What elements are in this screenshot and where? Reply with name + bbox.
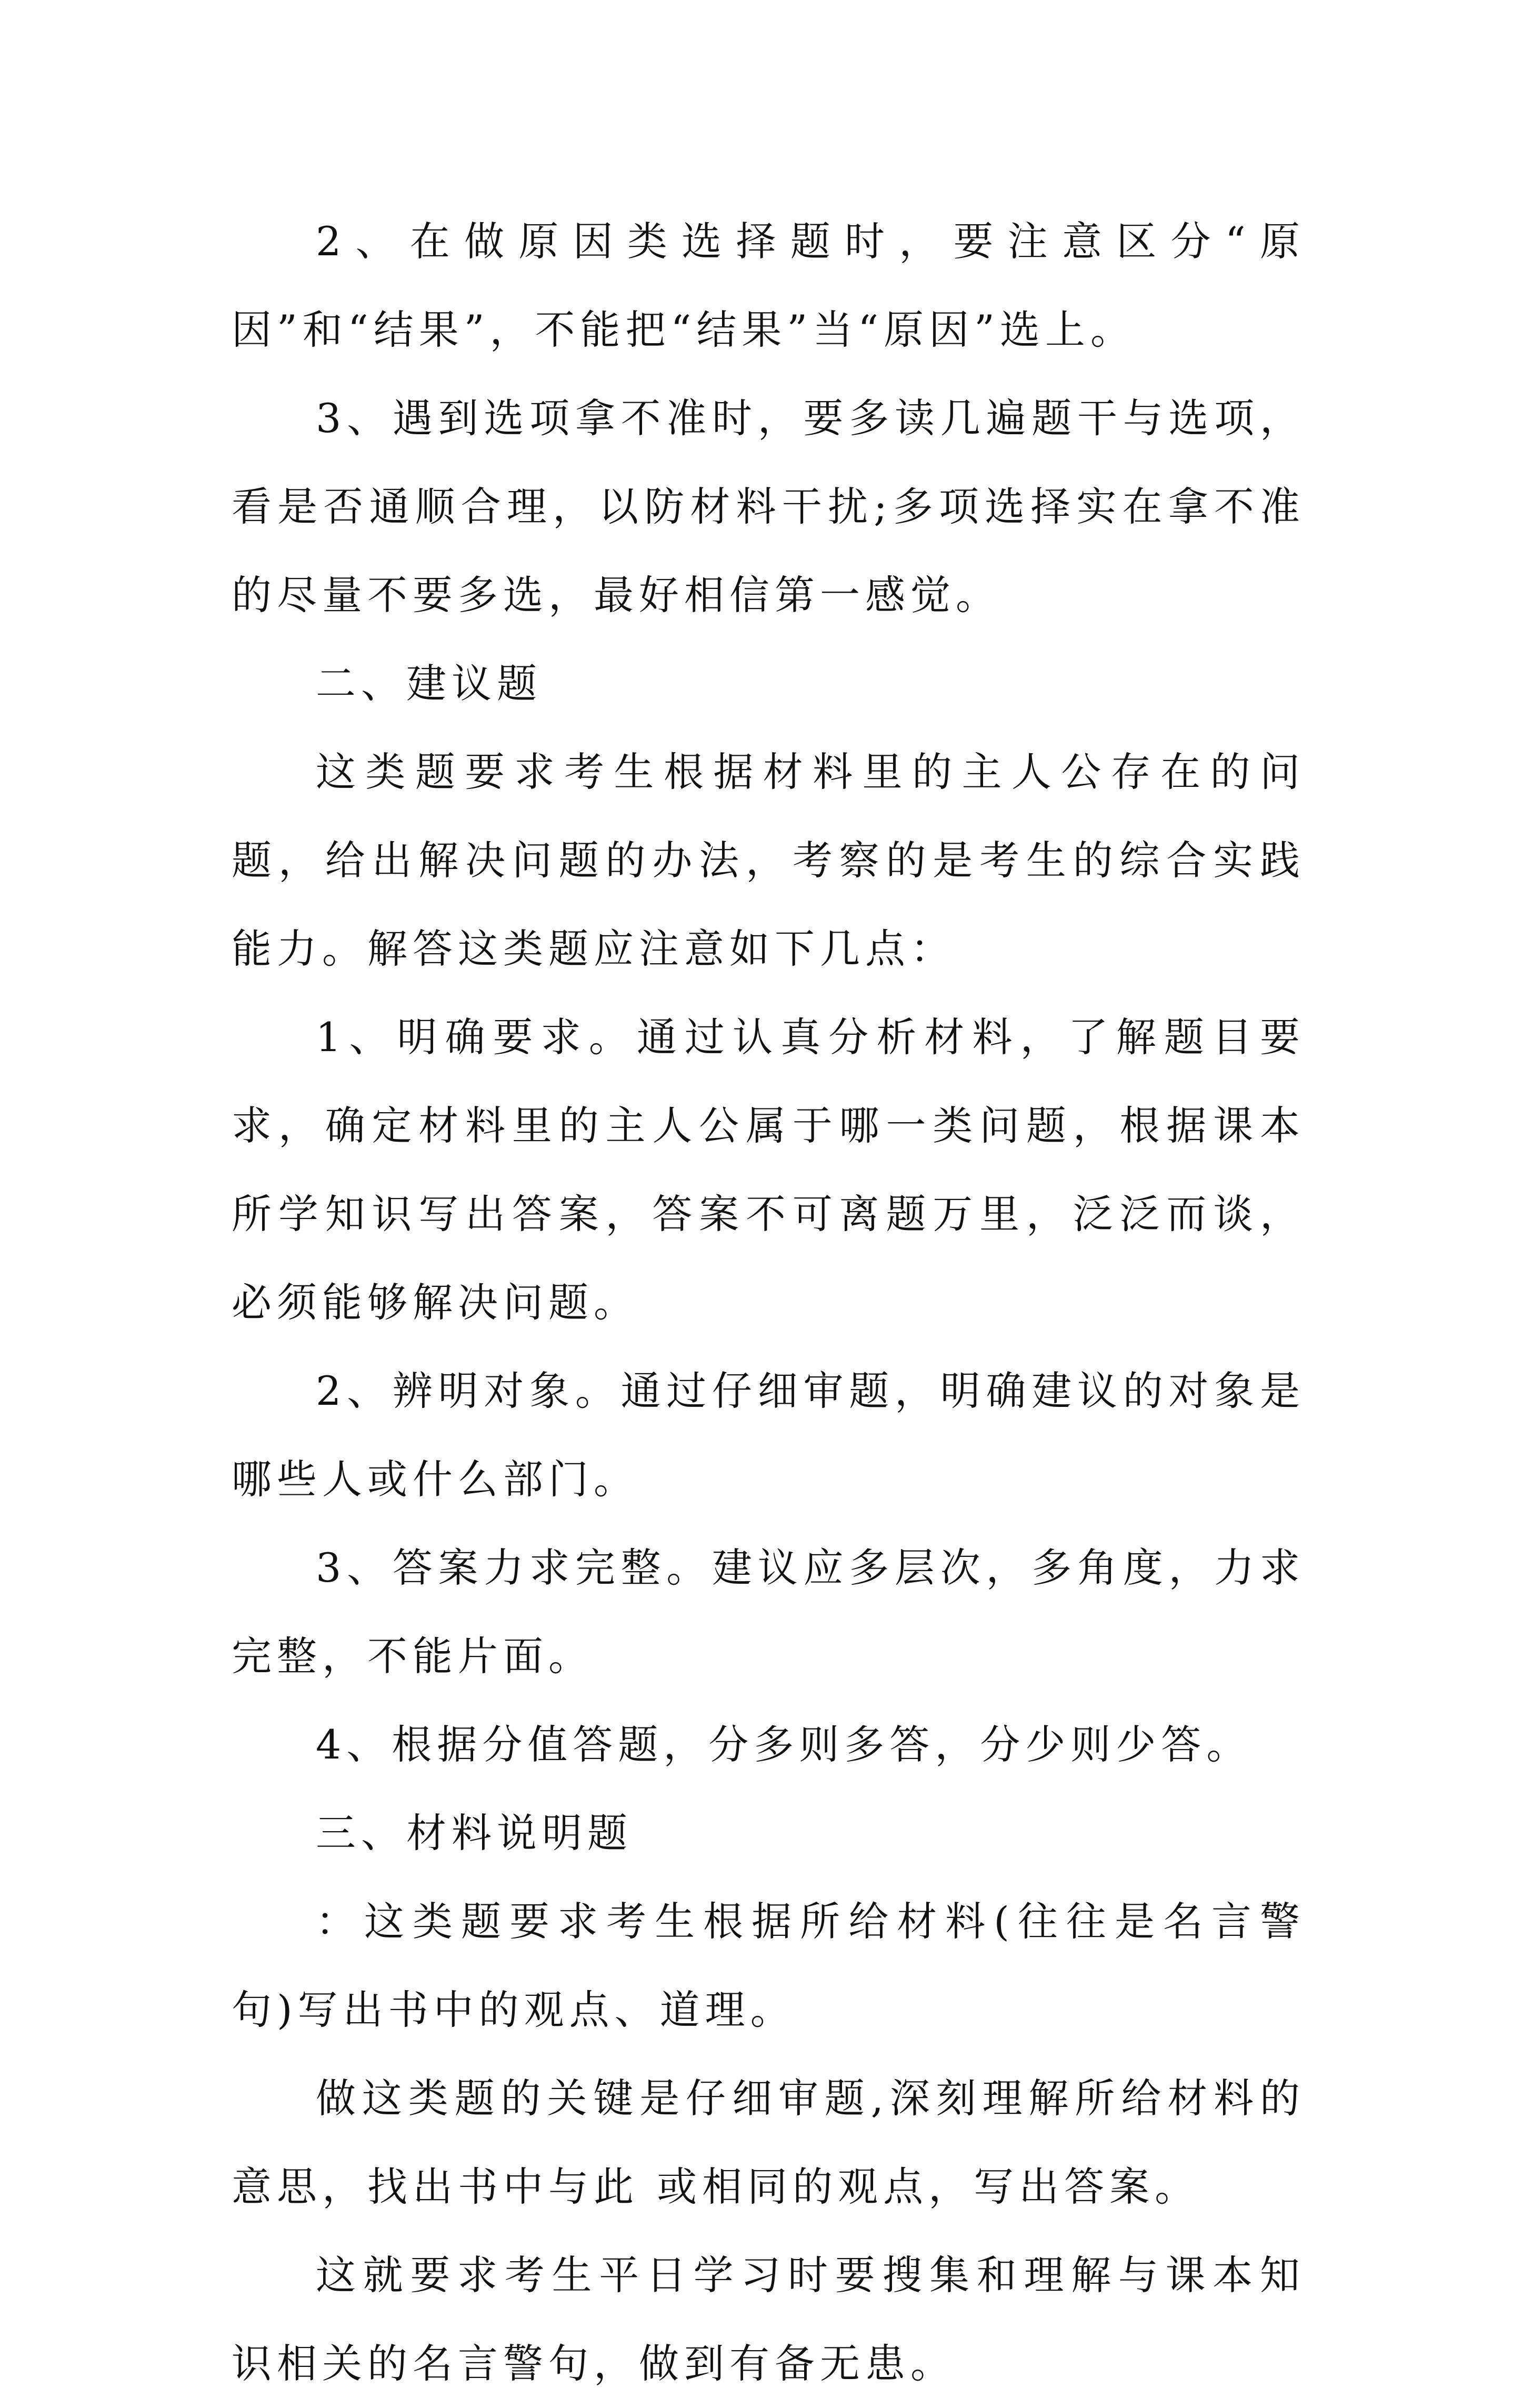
section-heading-suggestion: 二、建议题: [316, 660, 542, 707]
paragraph-material-key: 做这类题的关键是仔细审题,深刻理解所给材料的意思，找出书中与此 或相同的观点，写出答案。: [232, 2075, 1305, 2210]
paragraph-reason-vs-result: 2、在做原因类选择题时，要注意区分“原因”和“结果”，不能把“结果”当“原因”选上。: [232, 218, 1305, 353]
section-heading-material: 三、材料说明题: [316, 1810, 633, 1856]
document-body: [232, 197, 1305, 2408]
paragraph-score-based: 4、根据分值答题，分多则多答，分少则少答。: [316, 1721, 1252, 1768]
paragraph-identify-target: 2、辨明对象。通过仔细审题，明确建议的对象是哪些人或什么部门。: [232, 1367, 1305, 1503]
paragraph-material-intro: ：这类题要求考生根据所给材料(往往是名言警句)写出书中的观点、道理。: [232, 1898, 1305, 2033]
paragraph-uncertain-options: 3、遇到选项拿不准时，要多读几遍题干与选项，看是否通顺合理，以防材料干扰;多项选择实在拿不准的尽量不要多选，最好相信第一感觉。: [232, 395, 1305, 618]
paragraph-collect-quotes: 这就要求考生平日学习时要搜集和理解与课本知识相关的名言警句，做到有备无患。: [232, 2252, 1305, 2387]
paragraph-suggestion-intro: 这类题要求考生根据材料里的主人公存在的问题，给出解决问题的办法，考察的是考生的综合实践能力。解答这类题应注意如下几点：: [232, 748, 1305, 972]
paragraph-clarify-requirements: 1、明确要求。通过认真分析材料，了解题目要求，确定材料里的主人公属于哪一类问题，根据课本所学知识写出答案，答案不可离题万里，泛泛而谈，必须能够解决问题。: [232, 1014, 1305, 1326]
paragraph-complete-answer: 3、答案力求完整。建议应多层次，多角度，力求完整，不能片面。: [232, 1544, 1305, 1680]
